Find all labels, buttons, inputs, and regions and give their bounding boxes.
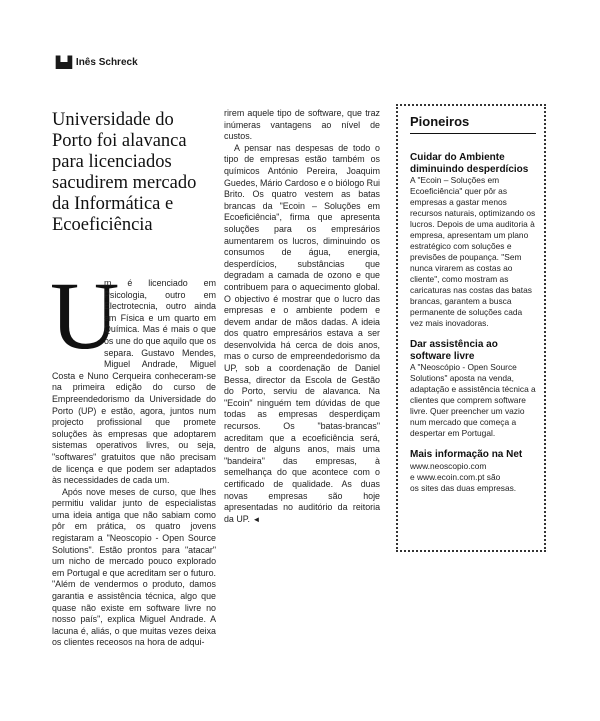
article-paragraph: m é licenciado em Psicologia, outro em Electrotecnia, outro ainda em Física e um quarto em Química. Mas é mais o que os une do que aquilo que os separa. Gustavo Mendes, Miguel Andrade, Miguel Costa e Nuno Cerqueira conheceram-se na primeira edição do curso de Empreendedorismo da Universidade do Porto (UP) e estão, agora, juntos num projecto profissional que promete soluções às empresas que adoptarem sistemas operativos livres, ou seja, "softwares" gratuitos que não precisam de licença e que podem ser adaptados às necessidades de cada um.	[52, 278, 216, 486]
byline	[56, 56, 138, 69]
sidebar-heading: Cuidar do Ambiente diminuindo desperdícios	[410, 152, 529, 175]
end-mark-icon: ◄	[252, 514, 261, 524]
author-logo-icon: ▙▟	[56, 57, 71, 69]
sidebar-text: os sites das duas empresas.	[410, 482, 517, 493]
website-link[interactable]: e www.ecoin.com.pt são	[410, 471, 501, 482]
article-column-1	[50, 262, 216, 649]
sidebar-title: Pioneiros	[410, 114, 536, 134]
sidebar-box	[396, 104, 546, 552]
website-link[interactable]: www.neoscopio.com	[410, 460, 487, 471]
drop-cap: U	[50, 262, 120, 369]
sidebar-links	[410, 461, 536, 494]
sidebar-heading: Mais informação na Net	[410, 449, 523, 460]
article-paragraph: rirem aquele tipo de software, que traz inúmeras vantagens ao nível de custos.	[224, 108, 380, 142]
author-name: Inês Schreck	[75, 57, 138, 68]
sidebar-text: A "Ecoin – Soluções em Ecoeficiência" quer pôr as empresas a gastar menos recursos naturais, optimizando os lucros. Depois de uma auditoria à empresa, apresentam um plano estratégico com soluções e previsões de poupança. "Sem nunca virarem as costas ao cliente", como mostram as caricaturas nas costas das batas brancas, garantem a busca permanente de soluções cada vez mais inovadoras.	[410, 175, 536, 328]
article-paragraph: A pensar nas despesas de todo o tipo de empresas estão também os químicos António Pereira, Joaquim Guedes, Mário Cardoso e o biólogo Rui Brito. Os quatro vestem as batas brancas da "Ecoin – Soluções em Ecoeficiência", firma que apresenta soluções para os empresários aumentarem os lucros, diminuindo os consumos de água, energia, desperdícios, substâncias que degradam a camada de ozono e que contribuem para o aquecimento global. O objectivo é mostrar que o lucro das empresas e o ambiente podem e devem andar de mãos dadas. A ideia dos quatro empresários estava a ser desenvolvida há cerca de dois anos, mas o curso de empreendedorismo da UP, sob a coordenação de Daniel Bessa, director da Escola de Gestão do Porto, serviu de alavanca. Na "Ecoin" ninguém tem dúvidas de que todas as empresas desperdiçam recursos. Os "batas-brancas" acreditam que a ecoeficiência será, dentro de alguns anos, mais uma "bandeira" das empresas, à semelhança do que acontece com o certificado de qualidade. As duas novas empresas são hoje apresentadas no auditório da reitoria da UP.	[224, 142, 380, 524]
article-paragraph: Após nove meses de curso, que lhes permitiu validar junto de especialistas uma ideia antiga que não sabiam como pôr em prática, os quatro jovens registaram a "Neoscopio - Open Source Solutions". Estão prontos para "atacar" um nicho de mercado pouco explorado em Portugal e que acreditam ser o futuro. "Além de vendermos o produto, damos garantia e assistência técnica, algo que quase não existe em software livre no nosso país", explica Miguel Andrade. A lacuna é, aliás, o que muitas vezes deixa os clientes receosos na hora de adqui-	[52, 486, 216, 648]
article-column-2	[224, 108, 380, 525]
sidebar-text: A "Neoscópio - Open Source Solutions" aposta na venda, adaptação e assistência técnica a clientes que comprem software livre. Quer preencher um vazio num mercado que começa a despertar em Portugal.	[410, 362, 536, 438]
sidebar-heading: Dar assistência ao software livre	[410, 339, 498, 362]
article-headline: Universidade do Porto foi alavanca para licenciados sacudirem mercado da Informática e Ecoeficiência	[52, 110, 197, 235]
